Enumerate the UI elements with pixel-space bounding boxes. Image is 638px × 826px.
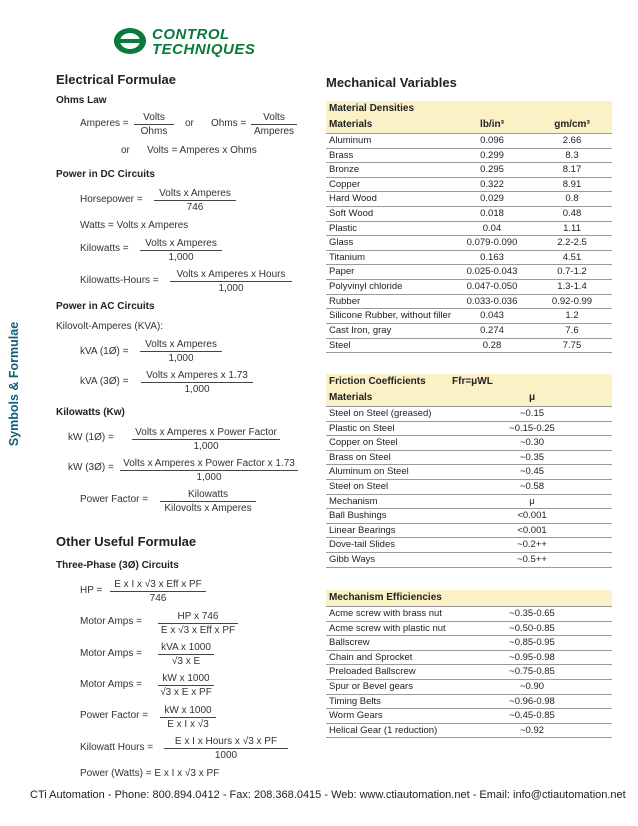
- table-cell: ~0.96-0.98: [509, 695, 555, 707]
- table-cell: Steel: [329, 339, 351, 351]
- motor-amps-3-fraction: [158, 673, 214, 698]
- kw-1-phase-numerator: Volts x Amperes x Power Factor: [132, 427, 280, 440]
- kva-3-phase-fraction: [141, 370, 253, 395]
- table-cell: Mechanism: [329, 495, 378, 507]
- table-row: [326, 192, 612, 207]
- kva-3-phase-numerator: Volts x Amperes x 1.73: [141, 370, 253, 383]
- motor-amps-1-numerator: HP x 746: [158, 611, 238, 624]
- table-cell: Aluminum: [329, 135, 372, 146]
- table-cell: 0.096: [480, 135, 504, 146]
- table-row: [326, 280, 612, 295]
- efficiencies-body: [326, 607, 612, 738]
- table-cell: ~0.30: [519, 437, 545, 449]
- table-cell: Steel on Steel: [329, 480, 389, 492]
- control-techniques-logo: [112, 26, 262, 62]
- table-row: [326, 134, 612, 149]
- power-watts-equation: Power (Watts) = E x I x √3 x PF: [80, 768, 220, 779]
- densities-header-gm-cm3: gm/cm³: [554, 119, 590, 130]
- electrical-formulae-heading: Electrical Formulae: [56, 72, 176, 87]
- table-cell: 0.28: [482, 339, 502, 351]
- table-row: [326, 236, 612, 251]
- table-cell: Hard Wood: [329, 193, 377, 205]
- motor-amps-2-denominator: √3 x E: [171, 656, 201, 667]
- dc-horsepower-lhs: Horsepower =: [80, 194, 143, 205]
- table-cell: ~0.95-0.98: [509, 651, 555, 663]
- kilowatt-hours-lhs: Kilowatt Hours =: [80, 742, 154, 753]
- dc-kilowatt-hours-lhs: Kilowatts-Hours =: [80, 275, 159, 286]
- table-cell: ~0.5++: [517, 553, 547, 565]
- table-cell: Copper on Steel: [329, 437, 398, 449]
- table-row: [326, 724, 612, 739]
- kw-1-phase-denominator: 1,000: [193, 441, 219, 452]
- table-cell: Dove-tail Slides: [329, 539, 395, 551]
- table-cell: Timing Belts: [329, 695, 381, 707]
- kva-1-phase-denominator: 1,000: [168, 353, 194, 364]
- power-factor-lhs: Power Factor =: [80, 494, 149, 505]
- densities-header-materials: Materials: [329, 119, 373, 130]
- kilowatts-heading: Kilowatts (Kw): [56, 407, 125, 418]
- kw-3-phase-numerator: Volts x Amperes x Power Factor x 1.73: [120, 458, 298, 471]
- friction-body: [326, 407, 612, 568]
- table-cell: Soft Wood: [329, 207, 374, 219]
- material-densities-title: Material Densities: [326, 101, 612, 117]
- table-cell: ~0.35: [519, 451, 545, 463]
- table-cell: Brass: [329, 149, 354, 161]
- densities-header-lb-in3: lb/in³: [480, 119, 504, 130]
- table-cell: ~0.85-0.95: [509, 637, 555, 649]
- dc-kilowatt-hours-fraction: [170, 269, 292, 294]
- logo-text-control: CONTROL: [152, 26, 230, 43]
- dc-horsepower-numerator: Volts x Amperes: [154, 188, 236, 201]
- dc-kilowatt-hours-denominator: 1,000: [218, 283, 244, 294]
- table-cell: Silicone Rubber, without filler: [329, 310, 451, 322]
- table-cell: 0.7-1.2: [557, 266, 587, 278]
- material-densities-body: [326, 134, 612, 353]
- motor-amps-1-fraction: [158, 611, 238, 636]
- sidebar-label: Symbols & Formulae: [7, 321, 21, 447]
- friction-header: [326, 390, 612, 407]
- or-text-1: or: [185, 118, 194, 129]
- table-cell: 0.299: [480, 149, 504, 161]
- table-row: [326, 295, 612, 310]
- kw-1-phase-fraction: [132, 427, 280, 452]
- table-cell: μ: [529, 495, 535, 507]
- table-cell: 4.51: [562, 251, 582, 263]
- table-cell: Helical Gear (1 reduction): [329, 724, 438, 736]
- dc-horsepower-fraction: [154, 188, 236, 213]
- table-cell: 1.2: [565, 310, 579, 322]
- useful-power-factor-lhs: Power Factor =: [80, 710, 149, 721]
- table-cell: Preloaded Ballscrew: [329, 666, 416, 678]
- table-cell: ~0.45-0.85: [509, 710, 555, 722]
- table-cell: ~0.50-0.85: [509, 622, 555, 634]
- amperes-denominator: Ohms: [140, 126, 168, 137]
- table-row: [326, 407, 612, 422]
- table-cell: 0.018: [480, 207, 504, 219]
- table-row: [326, 495, 612, 510]
- power-factor-numerator: Kilowatts: [160, 489, 256, 502]
- motor-amps-2-fraction: [158, 642, 214, 667]
- table-cell: 7.75: [562, 339, 582, 351]
- table-cell: Titanium: [329, 251, 366, 263]
- table-row: [326, 636, 612, 651]
- table-row: [326, 622, 612, 637]
- table-row: [326, 339, 612, 354]
- table-row: [326, 178, 612, 193]
- table-cell: 2.66: [562, 135, 582, 146]
- table-cell: 8.3: [565, 149, 579, 161]
- ohms-law-heading: Ohms Law: [56, 95, 107, 106]
- friction-coefficients-title: Friction Coefficients: [329, 376, 426, 387]
- motor-amps-3-numerator: kW x 1000: [158, 673, 214, 686]
- table-cell: ~0.92: [519, 724, 545, 736]
- other-useful-formulae-heading: Other Useful Formulae: [56, 534, 197, 549]
- table-cell: 0.079-0.090: [466, 237, 518, 249]
- material-densities-header: [326, 117, 612, 134]
- friction-formula: Ffr=μWL: [452, 376, 493, 387]
- table-row: [326, 480, 612, 495]
- dc-kilowatts-fraction: [140, 238, 222, 263]
- kw-3-phase-fraction: [120, 458, 298, 483]
- table-cell: Steel on Steel (greased): [329, 408, 432, 419]
- table-cell: ~0.2++: [517, 539, 547, 551]
- table-cell: 7.6: [565, 325, 579, 337]
- table-cell: Chain and Sprocket: [329, 651, 413, 663]
- dc-kilowatts-numerator: Volts x Amperes: [140, 238, 222, 251]
- table-cell: 0.047-0.050: [466, 280, 518, 292]
- table-row: [326, 163, 612, 178]
- hp-numerator: E x I x √3 x Eff x PF: [110, 579, 206, 592]
- table-cell: 0.92-0.99: [551, 295, 593, 307]
- kva-label: Kilovolt-Amperes (KVA):: [56, 321, 164, 332]
- table-cell: 0.025-0.043: [466, 266, 518, 278]
- table-cell: Glass: [329, 237, 354, 249]
- table-row: [326, 149, 612, 164]
- table-cell: Plastic on Steel: [329, 422, 395, 434]
- kva-1-phase-numerator: Volts x Amperes: [140, 339, 222, 352]
- mechanical-variables-heading: Mechanical Variables: [326, 75, 457, 90]
- table-cell: Ball Bushings: [329, 510, 387, 522]
- table-cell: 0.48: [562, 207, 582, 219]
- kva-3-phase-lhs: kVA (3Ø) =: [80, 376, 129, 387]
- table-row: [326, 207, 612, 222]
- footer-contact: CTi Automation - Phone: 800.894.0412 - Fax: 208.368.0415 - Web: www.ctiautomation.net - Email: info@ctiautomation.net: [30, 789, 626, 801]
- table-row: [326, 309, 612, 324]
- table-cell: ~0.75-0.85: [509, 666, 555, 678]
- ac-circuits-heading: Power in AC Circuits: [56, 301, 155, 312]
- table-cell: 8.91: [562, 178, 582, 190]
- table-cell: ~0.35-0.65: [509, 608, 555, 619]
- table-row: [326, 222, 612, 237]
- dc-kilowatts-lhs: Kilowatts =: [80, 243, 129, 254]
- volts-equation: Volts = Amperes x Ohms: [147, 145, 257, 156]
- table-cell: <0.001: [517, 524, 547, 536]
- power-factor-denominator: Kilovolts x Amperes: [164, 503, 252, 514]
- table-cell: 0.163: [480, 251, 504, 263]
- table-cell: Acme screw with plastic nut: [329, 622, 446, 634]
- kilowatt-hours-denominator: 1000: [214, 750, 238, 761]
- table-row: [326, 509, 612, 524]
- motor-amps-3-lhs: Motor Amps =: [80, 679, 142, 690]
- amperes-numerator: Volts: [134, 112, 174, 125]
- table-cell: 0.04: [482, 222, 502, 234]
- logo-text-techniques: TECHNIQUES: [152, 41, 256, 58]
- table-row: [326, 465, 612, 480]
- table-cell: Linear Bearings: [329, 524, 396, 536]
- table-cell: 0.274: [480, 325, 504, 337]
- power-factor-fraction: [160, 489, 256, 514]
- table-cell: ~0.45: [519, 466, 545, 478]
- kva-1-phase-lhs: kVA (1Ø) =: [80, 346, 129, 357]
- friction-header-mu: μ: [528, 392, 536, 403]
- kva-3-phase-denominator: 1,000: [184, 384, 210, 395]
- amperes-lhs: Amperes =: [80, 118, 129, 129]
- table-row: [326, 324, 612, 339]
- table-cell: ~0.58: [519, 480, 545, 492]
- table-cell: 2.2-2.5: [557, 237, 587, 249]
- dc-circuits-heading: Power in DC Circuits: [56, 169, 155, 180]
- material-densities-table: [326, 101, 612, 353]
- motor-amps-2-numerator: kVA x 1000: [158, 642, 214, 655]
- table-cell: ~0.15-0.25: [509, 422, 555, 434]
- hp-fraction: [110, 579, 206, 604]
- dc-watts-equation: Watts = Volts x Amperes: [80, 220, 189, 231]
- table-cell: 0.322: [480, 178, 504, 190]
- motor-amps-2-lhs: Motor Amps =: [80, 648, 142, 659]
- kilowatt-hours-numerator: E x I x Hours x √3 x PF: [164, 736, 288, 749]
- table-cell: Bronze: [329, 164, 360, 176]
- table-row: [326, 524, 612, 539]
- table-row: [326, 553, 612, 568]
- table-row: [326, 709, 612, 724]
- table-cell: 0.033-0.036: [466, 295, 518, 307]
- table-cell: ~0.15: [519, 408, 545, 419]
- friction-coefficients-table: [326, 374, 612, 568]
- table-cell: Spur or Bevel gears: [329, 680, 413, 692]
- table-row: [326, 665, 612, 680]
- table-row: [326, 607, 612, 622]
- table-row: [326, 538, 612, 553]
- three-phase-heading: Three-Phase (3Ø) Circuits: [56, 560, 179, 571]
- table-cell: 0.043: [480, 310, 504, 322]
- useful-power-factor-fraction: [160, 705, 216, 730]
- kw-3-phase-denominator: 1,000: [196, 472, 222, 483]
- hp-lhs: HP =: [80, 585, 103, 596]
- table-cell: 1.11: [563, 222, 581, 234]
- table-cell: 8.17: [562, 164, 582, 176]
- table-cell: Cast Iron, gray: [329, 325, 392, 337]
- ohms-denominator: Amperes: [253, 126, 294, 137]
- table-cell: Paper: [329, 266, 355, 278]
- table-cell: Worm Gears: [329, 710, 383, 722]
- kilowatt-hours-fraction: [164, 736, 288, 761]
- table-cell: Polyvinyl chloride: [329, 280, 403, 292]
- ohms-fraction: [251, 112, 297, 137]
- table-cell: 1.3-1.4: [557, 280, 587, 292]
- dc-horsepower-denominator: 746: [186, 202, 204, 213]
- ohms-lhs: Ohms =: [211, 118, 247, 129]
- friction-coefficients-title-row: [326, 374, 612, 390]
- motor-amps-1-denominator: E x √3 x Eff x PF: [160, 625, 236, 636]
- table-cell: ~0.90: [519, 680, 545, 692]
- table-cell: 0.8: [565, 193, 579, 205]
- logo-emblem-icon: [112, 26, 148, 56]
- dc-kilowatt-hours-numerator: Volts x Amperes x Hours: [170, 269, 292, 282]
- friction-header-materials: Materials: [329, 392, 373, 403]
- table-cell: Copper: [329, 178, 361, 190]
- table-row: [326, 680, 612, 695]
- table-row: [326, 451, 612, 466]
- motor-amps-1-lhs: Motor Amps =: [80, 616, 142, 627]
- dc-kilowatts-denominator: 1,000: [168, 252, 194, 263]
- useful-power-factor-denominator: E x I x √3: [167, 719, 209, 730]
- ohms-numerator: Volts: [251, 112, 297, 125]
- table-cell: <0.001: [517, 510, 547, 522]
- table-row: [326, 436, 612, 451]
- or-text-2: or: [121, 145, 130, 156]
- amperes-fraction: [134, 112, 174, 137]
- mechanism-efficiencies-title: Mechanism Efficiencies: [326, 590, 612, 607]
- table-cell: Ballscrew: [329, 637, 370, 649]
- kw-1-phase-lhs: kW (1Ø) =: [68, 432, 114, 443]
- table-cell: 0.295: [480, 164, 504, 176]
- table-cell: Gibb Ways: [329, 553, 376, 565]
- table-row: [326, 695, 612, 710]
- table-cell: Rubber: [329, 295, 361, 307]
- kw-3-phase-lhs: kW (3Ø) =: [68, 462, 114, 473]
- table-cell: 0.029: [480, 193, 504, 205]
- table-cell: Aluminum on Steel: [329, 466, 409, 478]
- kva-1-phase-fraction: [140, 339, 222, 364]
- table-cell: Plastic: [329, 222, 357, 234]
- table-row: [326, 422, 612, 437]
- table-row: [326, 265, 612, 280]
- mechanism-efficiencies-table: [326, 590, 612, 738]
- useful-power-factor-numerator: kW x 1000: [160, 705, 216, 718]
- table-row: [326, 651, 612, 666]
- table-cell: Brass on Steel: [329, 451, 391, 463]
- hp-denominator: 746: [149, 593, 167, 604]
- motor-amps-3-denominator: √3 x E x PF: [160, 687, 212, 698]
- table-cell: Acme screw with brass nut: [329, 608, 442, 619]
- table-row: [326, 251, 612, 266]
